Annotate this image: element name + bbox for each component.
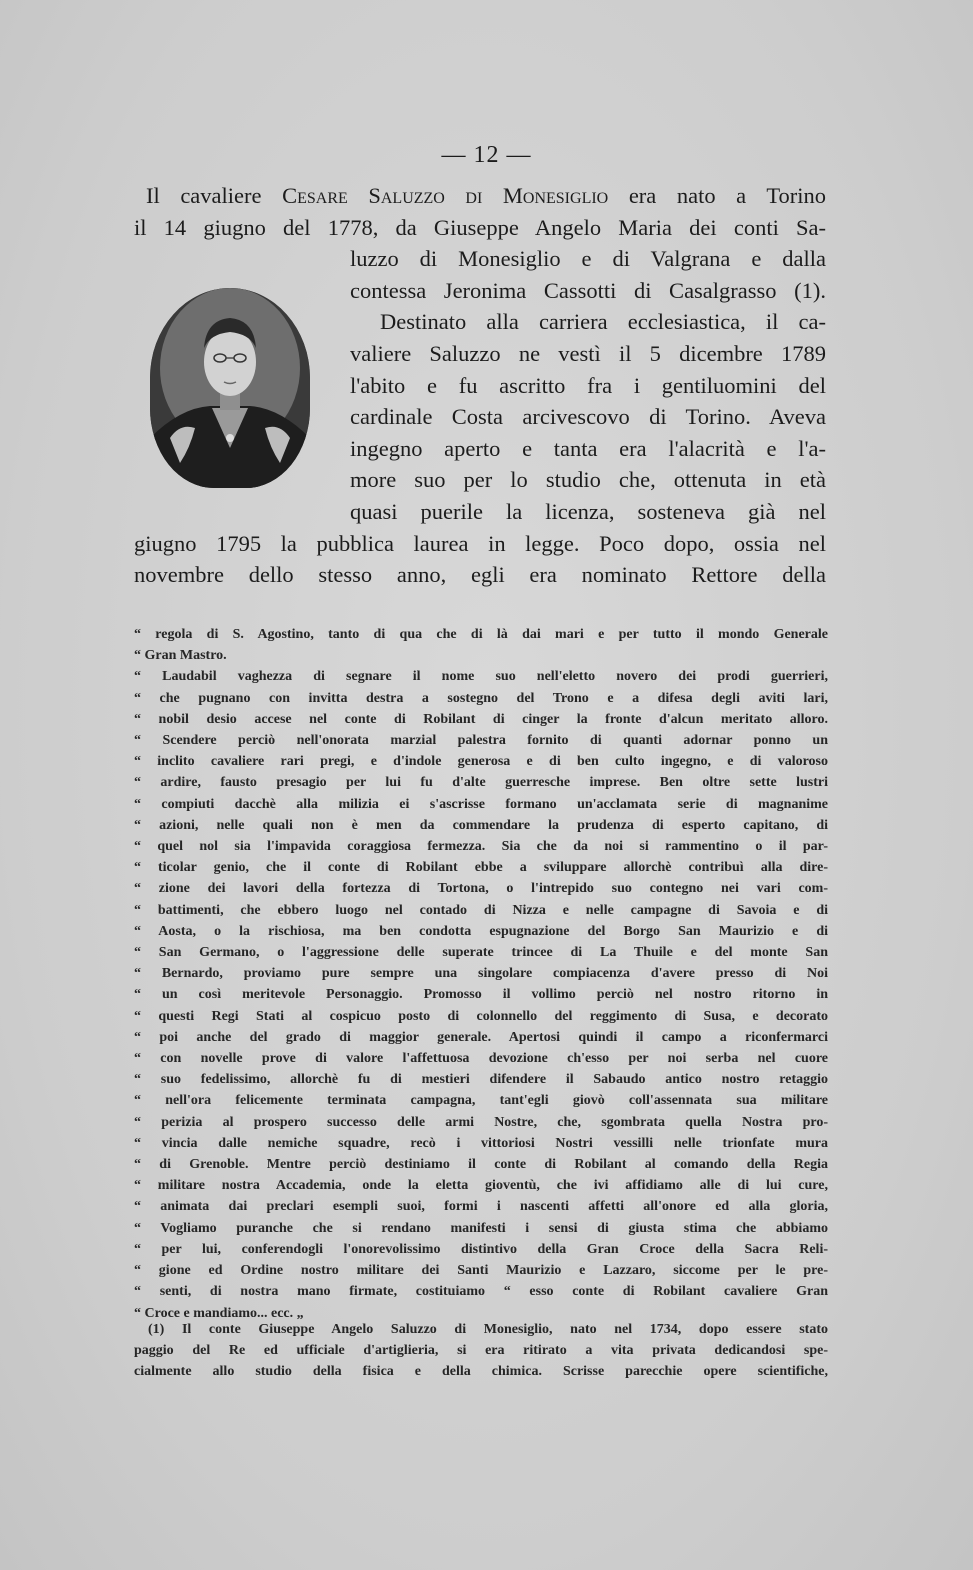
footnote-line: cialmente allo studio della fisica e della chimica. Scrisse parecchie opere scientifiche, (134, 1364, 828, 1380)
footnote-line: (1) Il conte Giuseppe Angelo Saluzzo di Monesiglio, nato nel 1734, dopo essere stato (148, 1322, 828, 1337)
note-line: “ gione ed Ordine nostro militare dei Santi Maurizio e Lazzaro, siccome per le pre- (134, 1263, 828, 1279)
quoted-notes (134, 624, 828, 1324)
name-cesare-saluzzo: Cesare Saluzzo di Monesiglio (282, 183, 609, 208)
note-line: “ poi anche del grado di maggior generale. Apertosi quindi il campo a riconfermarci (134, 1029, 828, 1045)
note-line: “ ardire, fausto presagio per lui fu d'alte guerresche imprese. Ben oltre sette lustri (134, 775, 828, 791)
note-line: “ Gran Mastro. (134, 648, 227, 664)
note-line: “ quel nol sia l'impavida coraggiosa fermezza. Sia che da noi si rammentino o il par- (134, 839, 828, 855)
text-line: quasi puerile la licenza, sosteneva già nel (350, 498, 826, 524)
text-line: il 14 giugno del 1778, da Giuseppe Angelo Maria dei conti Sa- (134, 214, 826, 240)
note-line: “ compiuti dacchè alla milizia ei s'ascrisse formano un'acclamata serie di magnanime (134, 796, 828, 812)
note-line: “ un così meritevole Personaggio. Promosso il vollimo perciò nel nostro ritorno in (134, 987, 828, 1003)
note-line: “ animata dai preclari esempli suoi, formi i nascenti affetti all'onore ed alla gloria, (134, 1199, 828, 1215)
footnote (134, 1319, 828, 1383)
note-line: “ con novelle prove di valore l'affettuosa devozione ch'esso per noi serba nel cuore (134, 1051, 828, 1067)
note-line: “ vincia dalle nemiche squadre, recò i vittoriosi Nostri vessilli nelle trionfate mura (134, 1135, 828, 1151)
note-line: “ ticolar genio, che il conte di Robilant ebbe a sviluppare allorchè contribuì alla dire- (134, 860, 828, 876)
note-line: “ battimenti, che ebbero luogo nel contado di Nizza e nelle campagne di Savoia e di (134, 902, 828, 918)
note-line: “ nell'ora felicemente terminata campagna, tant'egli giovò coll'assennata sua militare (134, 1093, 828, 1109)
text-line: Il cavaliere Cesare Saluzzo di Monesiglio era nato a Torino (146, 183, 827, 208)
footnote-line: paggio del Re ed ufficiale d'artiglieria, si era ritirato a vita privata dedicandosi spe- (134, 1343, 828, 1359)
note-line: “ inclito cavaliere rari pregi, e d'indole generosa e di ben culto ingegno, e di valoroso (134, 754, 828, 770)
page-number: — 12 — (441, 142, 532, 168)
note-line: “ senti, di nostra mano firmate, costituiamo “ esso conte di Robilant cavaliere Gran (134, 1284, 828, 1300)
note-line: “ azioni, nelle quali non è men da commendare la prudenza di esperto capitano, di (134, 817, 828, 833)
text-line: contessa Jeronima Cassotti di Casalgrasso (1). (350, 277, 826, 303)
note-line: “ per lui, conferendogli l'onorevolissimo distintivo della Gran Croce della Sacra Reli- (134, 1241, 828, 1257)
text-line: valiere Saluzzo ne vestì il 5 dicembre 1789 (350, 340, 826, 366)
text-line: giugno 1795 la pubblica laurea in legge. Poco dopo, ossia nel (134, 530, 826, 556)
note-line: “ Bernardo, proviamo pure sempre una singolare compiacenza d'avere presso di Noi (134, 966, 828, 982)
note-line: “ San Germano, o l'aggressione delle superate trincee di La Thuile e del monte San (134, 945, 828, 961)
note-line: “ perizia al prospero successo delle armi Nostre, che, sgombrata quella Nostra pro- (134, 1114, 828, 1130)
note-line: “ Laudabil vaghezza di segnare il nome suo nell'eletto novero dei prodi guerrieri, (134, 669, 828, 685)
note-line: “ che pugnano con invitta destra a sostegno del Trono e a difesa degli aviti lari, (134, 690, 828, 706)
note-line: “ militare nostra Accademia, onde la eletta gioventù, che ivi affidiamo alle di lui cure, (134, 1178, 828, 1194)
note-line: “ Croce e mandiamo... ecc. „ (134, 1305, 304, 1321)
note-line: “ suo fedelissimo, allorchè fu di mestieri difendere il Sabaudo antico nostro retaggio (134, 1072, 828, 1088)
note-line: “ di Grenoble. Mentre perciò destiniamo il conte di Robilant al comando della Regia (134, 1157, 828, 1173)
text-line: cardinale Costa arcivescovo di Torino. Aveva (350, 404, 826, 430)
text-line: more suo per lo studio che, ottenuta in età (350, 467, 826, 493)
text-line: luzzo di Monesiglio e di Valgrana e dalla (350, 246, 826, 272)
note-line: “ nobil desio accese nel conte di Robilant di cinger la fronte d'alcun meritato alloro. (134, 711, 828, 727)
note-line: “ questi Regi Stati al cospicuo posto di colonnello del reggimento di Susa, e decorato (134, 1008, 828, 1024)
note-line: “ Aosta, o la rischiosa, ma ben condotta espugnazione del Borgo San Maurizio e di (134, 923, 828, 939)
note-line: “ Scendere perciò nell'onorata marzial palestra fornito di quanti adornar ponno un (134, 733, 828, 749)
text-line: novembre dello stesso anno, egli era nominato Rettore della (134, 562, 826, 588)
note-line: “ regola di S. Agostino, tanto di qua che di là dai mari e per tutto il mondo Generale (134, 627, 828, 642)
text-line: ingegno aperto e tanta era l'alacrità e l'a- (350, 435, 826, 461)
note-line: “ Vogliamo puranche che si rendano manifesti i sensi di giusta stima che abbiamo (134, 1220, 828, 1236)
text-line: l'abito e fu ascritto fra i gentiluomini del (350, 372, 826, 398)
note-line: “ zione dei lavori della fortezza di Tortona, o l'intrepido suo contegno nei vari com- (134, 881, 828, 897)
main-text (134, 180, 826, 591)
text-line: Destinato alla carriera ecclesiastica, il ca- (380, 309, 826, 335)
